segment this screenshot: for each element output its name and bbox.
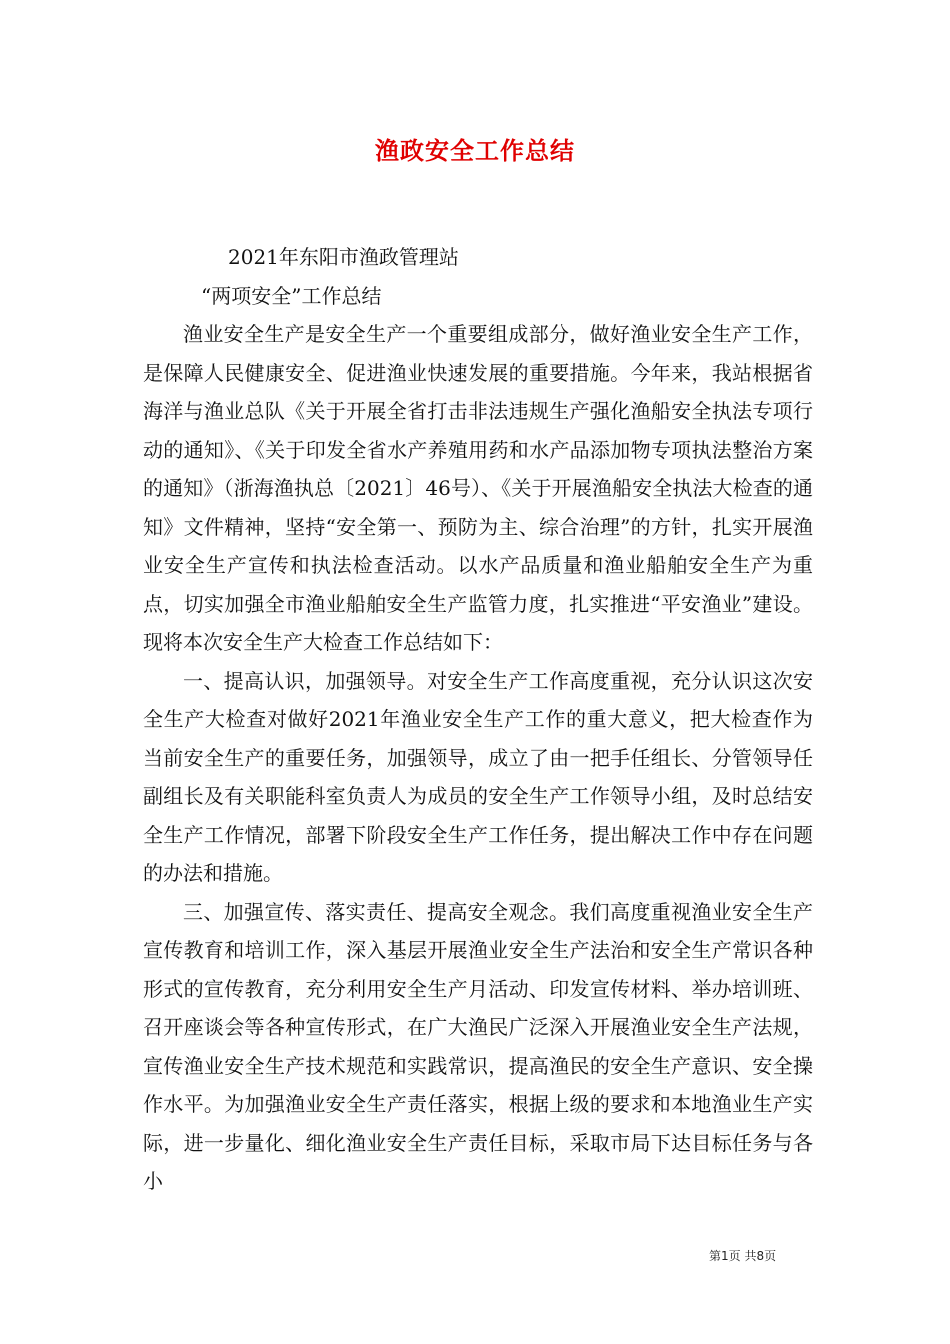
subtitle-organization: 2021年东阳市渔政管理站 <box>228 245 459 269</box>
paragraph-intro: 渔业安全生产是安全生产一个重要组成部分，做好渔业安全生产工作，是保障人民健康安全、促进渔业快速发展的重要措施。今年来，我站根据省海洋与渔业总队《关于开展全省打击非法违规生产强化渔船安全执法专项行动的通知》、《关于印发全省水产养殖用药和水产品添加物专项执法整治方案的通知》（浙海渔执总〔2021〕46号）、《关于开展渔船安全执法大检查的通知》文件精神，坚持“安全第一、预防为主、综合治理”的方针，扎实开展渔业安全生产宣传和执法检查活动。以水产品质量和渔业船舶安全生产为重点，切实加强全市渔业船舶安全生产监管力度，扎实推进“平安渔业”建设。现将本次安全生产大检查工作总结如下： <box>143 322 813 654</box>
paragraph-section-3: 三、加强宣传、落实责任、提高安全观念。我们高度重视渔业安全生产宣传教育和培训工作，深入基层开展渔业安全生产法治和安全生产常识各种形式的宣传教育，充分利用安全生产月活动、印发宣传材料、举办培训班、召开座谈会等各种宣传形式，在广大渔民广泛深入开展渔业安全生产法规，宣传渔业安全生产技术规范和实践常识，提高渔民的安全生产意识、安全操作水平。为加强渔业安全生产责任落实，根据上级的要求和本地渔业生产实际，进一步量化、细化渔业安全生产责任目标，采取市局下达目标任务与各小 <box>143 899 813 1193</box>
page-number: 第1页 共8页 <box>709 1249 777 1263</box>
paragraph-section-1: 一、提高认识，加强领导。对安全生产工作高度重视，充分认识这次安全生产大检查对做好2021年渔业安全生产工作的重大意义，把大检查作为当前安全生产的重要任务，加强领导，成立了由一把手任组长、分管领导任副组长及有关职能科室负责人为成员的安全生产工作领导小组，及时总结安全生产工作情况，部署下阶段安全生产工作任务，提出解决工作中存在问题的办法和措施。 <box>143 668 813 885</box>
subtitle-topic: “两项安全”工作总结 <box>201 283 382 308</box>
document-body <box>143 238 813 1201</box>
document-title: 渔政安全工作总结 <box>375 137 575 165</box>
